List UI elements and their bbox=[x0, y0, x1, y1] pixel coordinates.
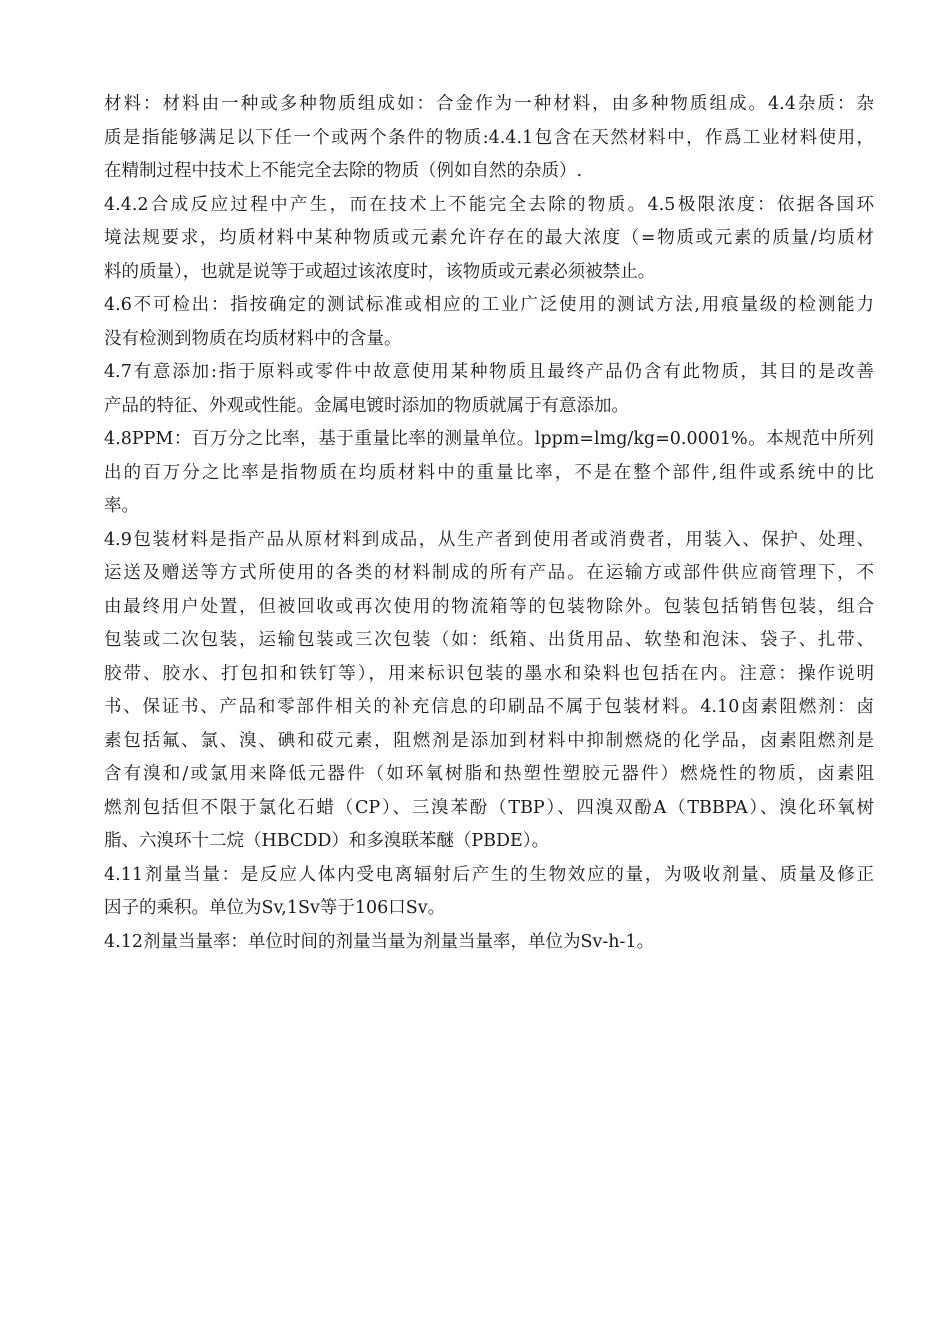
text-line: 包装或二次包装，运输包装或三次包装（如：纸箱、出货用品、软垫和泡沫、袋子、扎带、 bbox=[104, 630, 874, 650]
text-line: 4.9包装材料是指产品从原材料到成品，从生产者到使用者或消费者，用装入、保护、处理、 bbox=[104, 529, 874, 550]
paragraph-4-8 bbox=[104, 423, 874, 524]
text-line: 4.7有意添加:指于原料或零件中故意使用某种物质且最终产品仍含有此物质，其目的是改善 bbox=[104, 362, 874, 382]
text-line: 产品的特征、外观或性能。金属电镀时添加的物质就属于有意添加。 bbox=[104, 395, 629, 416]
paragraph-4-3-4-4 bbox=[104, 88, 874, 189]
text-line: 含有溴和/或氯用来降低元器件（如环氧树脂和热塑性塑胶元器件）燃烧性的物质，卤素阻 bbox=[104, 764, 874, 784]
text-line: 材料：材料由一种或多种物质组成如：合金作为一种材料，由多种物质组成。4.4杂质：杂 bbox=[104, 94, 874, 114]
text-line: 料的质量），也就是说等于或超过该浓度时，该物质或元素必须被禁止。 bbox=[104, 261, 656, 282]
text-line: 在精制过程中技术上不能完全去除的物质（例如自然的杂质）. bbox=[104, 161, 583, 181]
text-line: 4.6不可检出：指按确定的测试标准或相应的工业广泛使用的测试方法,用痕量级的检测能力 bbox=[104, 295, 874, 315]
text-line: 率。 bbox=[104, 496, 139, 516]
paragraph-4-7 bbox=[104, 356, 874, 423]
document-body bbox=[104, 88, 874, 959]
text-line: 胶带、胶水、打包扣和铁钉等），用来标识包装的墨水和染料也包括在内。注意：操作说明 bbox=[104, 663, 874, 684]
text-line: 运送及赠送等方式所使用的各类的材料制成的所有产品。在运输方或部件供应商管理下，不 bbox=[104, 563, 874, 583]
paragraph-4-11 bbox=[104, 859, 874, 926]
text-line: 书、保证书、产品和零部件相关的补充信息的印刷品不属于包装材料。4.10卤素阻燃剂：卤 bbox=[104, 697, 874, 717]
text-line: 4.8PPM：百万分之比率，基于重量比率的测量单位。lppm=lmg/kg=0.0001%。本规范中所列 bbox=[104, 429, 874, 449]
text-line: 出的百万分之比率是指物质在均质材料中的重量比率，不是在整个部件,组件或系统中的比 bbox=[104, 462, 874, 483]
text-line: 脂、六溴环十二烷（HBCDD）和多溴联苯醚（PBDE）。 bbox=[104, 831, 550, 851]
text-line: 4.4.2合成反应过程中产生，而在技术上不能完全去除的物质。4.5极限浓度：依据各国环 bbox=[104, 194, 874, 215]
paragraph-4-9-4-10 bbox=[104, 524, 874, 859]
text-line: 质是指能够满足以下任一个或两个条件的物质:4.4.1包含在天然材料中，作爲工业材料使用， bbox=[104, 127, 874, 148]
paragraph-4-12 bbox=[104, 926, 874, 960]
text-line: 4.11剂量当量：是反应人体内受电离辐射后产生的生物效应的量，为吸收剂量、质量及修正 bbox=[104, 864, 874, 885]
paragraph-4-4-2-4-5 bbox=[104, 189, 874, 290]
paragraph-4-6 bbox=[104, 289, 874, 356]
text-line: 境法规要求，均质材料中某种物质或元素允许存在的最大浓度（=物质或元素的质量/均质材 bbox=[104, 228, 874, 248]
text-line: 由最终用户处置，但被回收或再次使用的物流箱等的包装物除外。包装包括销售包装，组合 bbox=[104, 596, 874, 617]
text-line: 因子的乘积。单位为Sv,1Sv等于106口Sv。 bbox=[104, 898, 446, 918]
text-line: 没有检测到物质在均质材料中的含量。 bbox=[104, 328, 402, 349]
text-line: 4.12剂量当量率：单位时间的剂量当量为剂量当量率，单位为Sv-h-1。 bbox=[104, 931, 655, 952]
text-line: 素包括氟、氯、溴、碘和砹元素，阻燃剂是添加到材料中抑制燃烧的化学品，卤素阻燃剂是 bbox=[104, 730, 874, 751]
text-line: 燃剂包括但不限于氯化石蜡（CP）、三溴苯酚（TBP）、四溴双酚A（TBBPA）、溴化环氧树 bbox=[104, 797, 874, 818]
